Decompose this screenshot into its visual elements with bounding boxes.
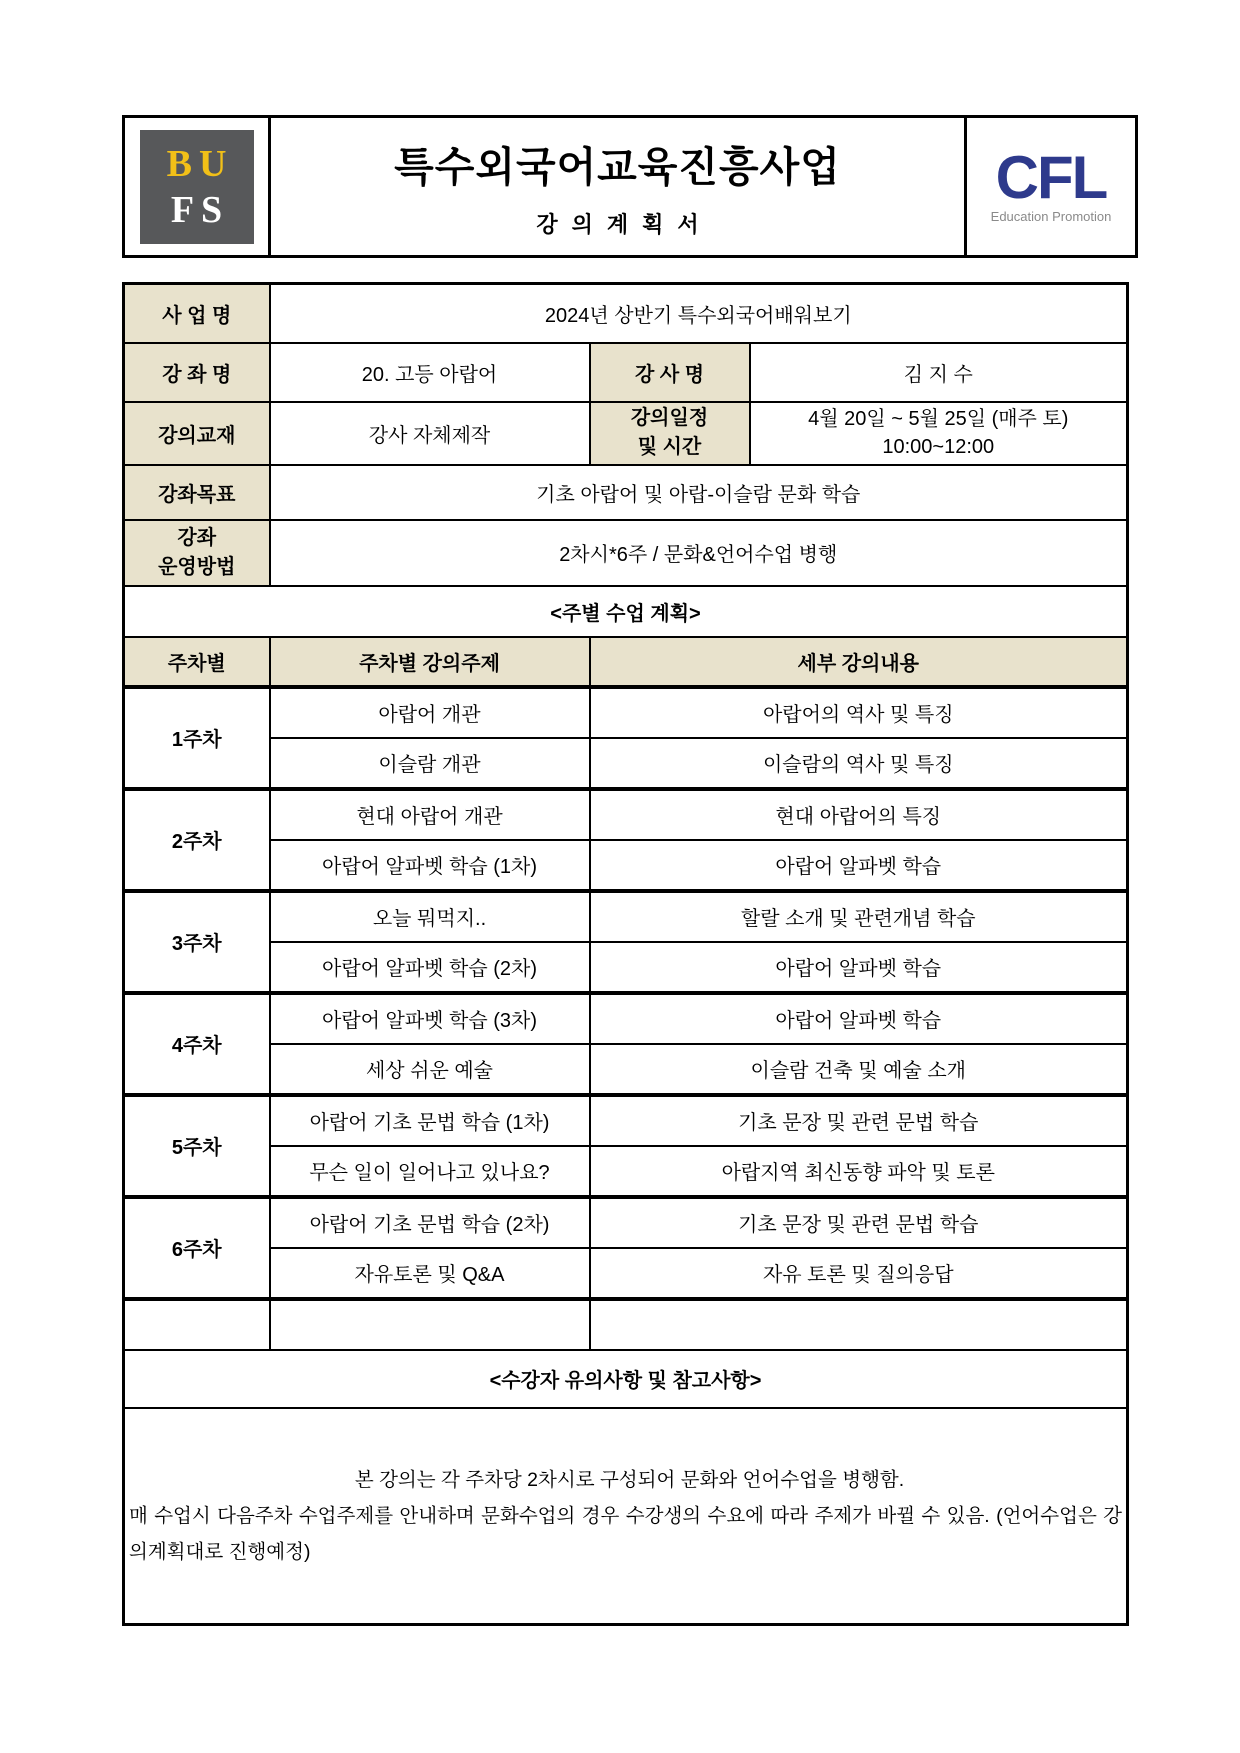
- course-name-value: 20. 고등 아랍어: [270, 343, 590, 402]
- week1-detail-1: 아랍어의 역사 및 특징: [590, 687, 1128, 738]
- cfl-logo-caption: Education Promotion: [990, 209, 1112, 224]
- document-title: 특수외국어교육진흥사업: [394, 143, 841, 190]
- notes-line-1: 본 강의는 각 주차당 2차시로 구성되어 문화와 언어수업을 병행함.: [354, 1468, 905, 1491]
- week2-detail-2: 아랍어 알파벳 학습: [590, 840, 1128, 891]
- schedule-label-line2: 및 시간: [637, 436, 702, 458]
- week1-detail-2: 이슬람의 역사 및 특징: [590, 738, 1128, 789]
- bufs-logo: [140, 130, 254, 244]
- course-plan-table: [122, 282, 1129, 1626]
- cfl-logo: [967, 144, 1135, 224]
- course-method-label-line2: 운영방법: [158, 555, 236, 578]
- course-goal-label: 강좌목표: [124, 465, 270, 520]
- empty-cell-topic: [270, 1299, 590, 1350]
- bufs-logo-line1: BU: [166, 142, 234, 185]
- week-label-2: 2주차: [124, 789, 270, 891]
- course-method-label-line1: 강좌: [177, 526, 217, 549]
- notes-line-2: 매 수업시 다음주차 수업주제를 안내하며 문화수업의 경우 수강생의 수요에 따라 주제가 바뀔 수 있음. (언어수업은 강의계획대로 진행예정): [129, 1504, 1123, 1563]
- week4-detail-2: 이슬람 건축 및 예술 소개: [590, 1044, 1128, 1095]
- title-cell: [270, 117, 966, 257]
- cfl-logo-cell: [966, 117, 1137, 257]
- week1-topic-2: 이슬람 개관: [270, 738, 590, 789]
- notes-section-title: <수강자 유의사항 및 참고사항>: [124, 1350, 1128, 1408]
- weekly-plan-section-title: <주별 수업 계획>: [124, 586, 1128, 637]
- week-label-4: 4주차: [124, 993, 270, 1095]
- week3-detail-1: 할랄 소개 및 관련개념 학습: [590, 891, 1128, 942]
- title-block: [271, 118, 964, 255]
- week2-detail-1: 현대 아랍어의 특징: [590, 789, 1128, 840]
- business-name-label: 사 업 명: [124, 284, 270, 343]
- week6-topic-1: 아랍어 기초 문법 학습 (2차): [270, 1197, 590, 1248]
- business-name-value: 2024년 상반기 특수외국어배워보기: [270, 284, 1128, 343]
- bufs-logo-cell: [124, 117, 270, 257]
- column-header-topic: 주차별 강의주제: [270, 637, 590, 687]
- week2-topic-1: 현대 아랍어 개관: [270, 789, 590, 840]
- textbook-label: 강의교재: [124, 402, 270, 465]
- week-label-6: 6주차: [124, 1197, 270, 1299]
- empty-cell-week: [124, 1299, 270, 1350]
- notes-body: [124, 1408, 1128, 1625]
- week-label-3: 3주차: [124, 891, 270, 993]
- course-name-label: 강 좌 명: [124, 343, 270, 402]
- week1-topic-1: 아랍어 개관: [270, 687, 590, 738]
- week3-topic-2: 아랍어 알파벳 학습 (2차): [270, 942, 590, 993]
- week-label-5: 5주차: [124, 1095, 270, 1197]
- week-label-1: 1주차: [124, 687, 270, 789]
- week6-detail-1: 기초 문장 및 관련 문법 학습: [590, 1197, 1128, 1248]
- instructor-label: 강 사 명: [590, 343, 750, 402]
- week3-detail-2: 아랍어 알파벳 학습: [590, 942, 1128, 993]
- schedule-value-line2: 10:00~12:00: [882, 436, 995, 458]
- textbook-value: 강사 자체제작: [270, 402, 590, 465]
- empty-cell-detail: [590, 1299, 1128, 1350]
- column-header-detail: 세부 강의내용: [590, 637, 1128, 687]
- document-header: [122, 115, 1138, 258]
- week5-detail-1: 기초 문장 및 관련 문법 학습: [590, 1095, 1128, 1146]
- course-goal-value: 기초 아랍어 및 아랍-이슬람 문화 학습: [270, 465, 1128, 520]
- week5-detail-2: 아랍지역 최신동향 파악 및 토론: [590, 1146, 1128, 1197]
- week4-topic-2: 세상 쉬운 예술: [270, 1044, 590, 1095]
- schedule-value-line1: 4월 20일 ~ 5월 25일 (매주 토): [808, 408, 1069, 430]
- document-subtitle: 강의계획서: [536, 212, 713, 238]
- week2-topic-2: 아랍어 알파벳 학습 (1차): [270, 840, 590, 891]
- week4-detail-1: 아랍어 알파벳 학습: [590, 993, 1128, 1044]
- document-content: [122, 115, 1126, 1626]
- course-method-label: [124, 520, 270, 586]
- week5-topic-2: 무슨 일이 일어나고 있나요?: [270, 1146, 590, 1197]
- course-method-value: 2차시*6주 / 문화&언어수업 병행: [270, 520, 1128, 586]
- bufs-logo-line2: FS: [170, 188, 230, 231]
- instructor-value: 김 지 수: [750, 343, 1128, 402]
- week4-topic-1: 아랍어 알파벳 학습 (3차): [270, 993, 590, 1044]
- week6-detail-2: 자유 토론 및 질의응답: [590, 1248, 1128, 1299]
- week3-topic-1: 오늘 뭐먹지..: [270, 891, 590, 942]
- week6-topic-2: 자유토론 및 Q&A: [270, 1248, 590, 1299]
- week5-topic-1: 아랍어 기초 문법 학습 (1차): [270, 1095, 590, 1146]
- schedule-label: [590, 402, 750, 465]
- column-header-week: 주차별: [124, 637, 270, 687]
- schedule-label-line1: 강의일정: [630, 407, 709, 429]
- cfl-logo-text: CFL: [995, 144, 1107, 211]
- schedule-value: [750, 402, 1128, 465]
